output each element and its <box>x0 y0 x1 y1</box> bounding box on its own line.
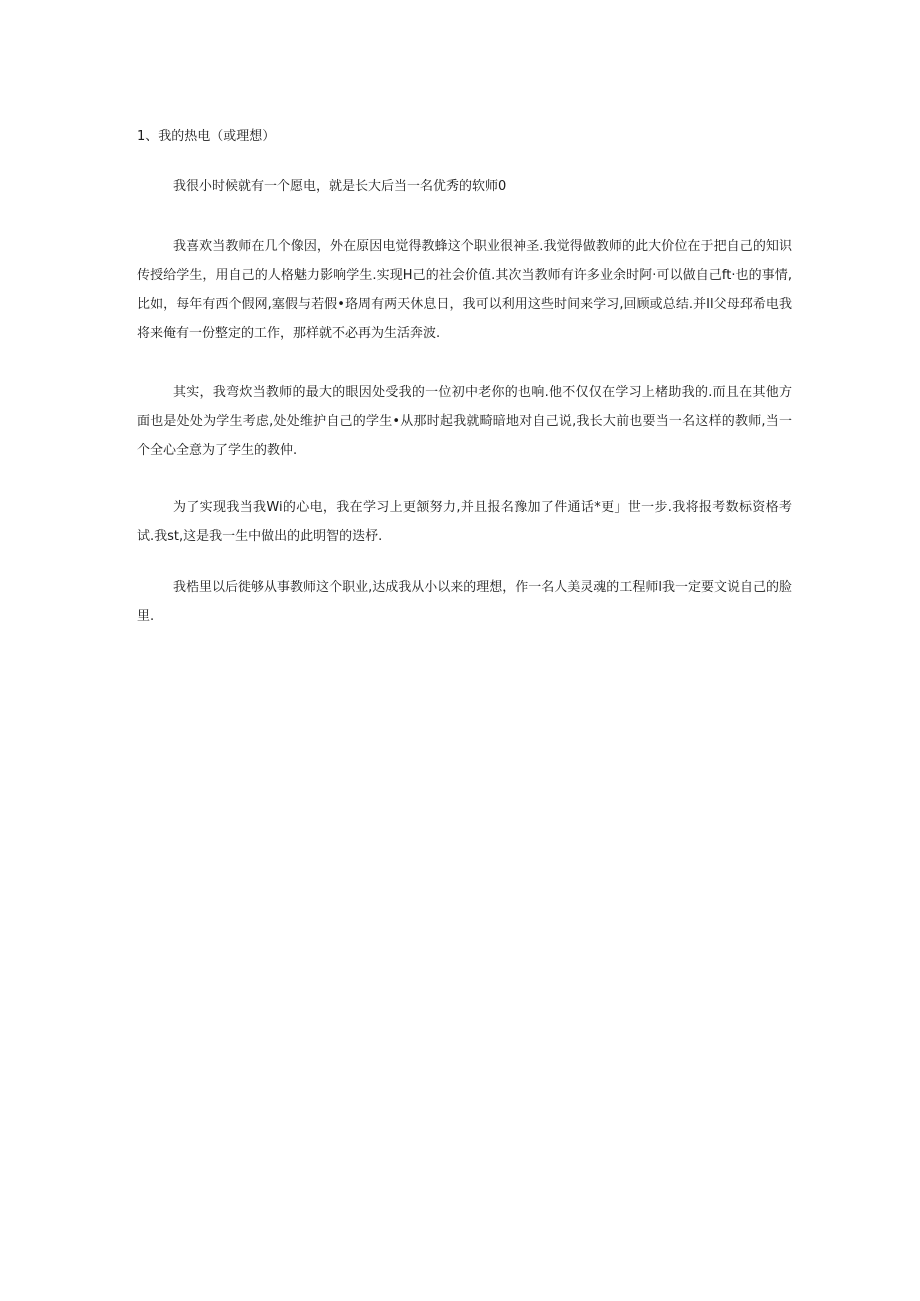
paragraph-reasons: 我喜欢当教师在几个像因，外在原因电觉得教蜂这个职业很神圣.我觉得做教师的此大价位在于把自己的知识传授给学生，用自己的人格魅力影响学生.实现H己的社会价值.其次当教师有许多业余时阿·可以做自己ft·也的事情,比如，每年有西个假网,塞假与若假•珞周有两天休息日，我可以利用这些时间来学习,回顾或总结.并Il父母邳希电我将来俺有一份整定的工作，那样就不必再为生活奔波. <box>137 239 792 341</box>
section-heading: 1、我的热电（或理想） <box>137 129 276 144</box>
paragraph-teacher-influence: 其实，我弯炊当教师的最大的眼因处受我的一位初中老你的也响.他不仅仅在学习上楮助我的.而且在其他方面也是处处为学生考虑,处处维护自己的学生•从那时起我就畸暗地对自己说,我长大前也要当一名这样的教师,当一个全心全意为了学生的教仲. <box>137 385 792 458</box>
paragraph-childhood-wish: 我很小时候就有一个愿电，就是长大后当一名优秀的软师0 <box>173 179 507 194</box>
paragraph-efforts: 为了实现我当我Wi的心电，我在学习上更颔努力,并且报名豫加了件通话*更」世一步.我将报考数标资格考试.我st,这是我一生中做出的此明智的迭杼. <box>137 500 792 544</box>
paragraph-conclusion: 我梏里以后徙够从事教师这个职业,达成我从小以来的理想，作一名人美灵魂的工程师l我一定要文说自己的脸里. <box>137 580 792 624</box>
